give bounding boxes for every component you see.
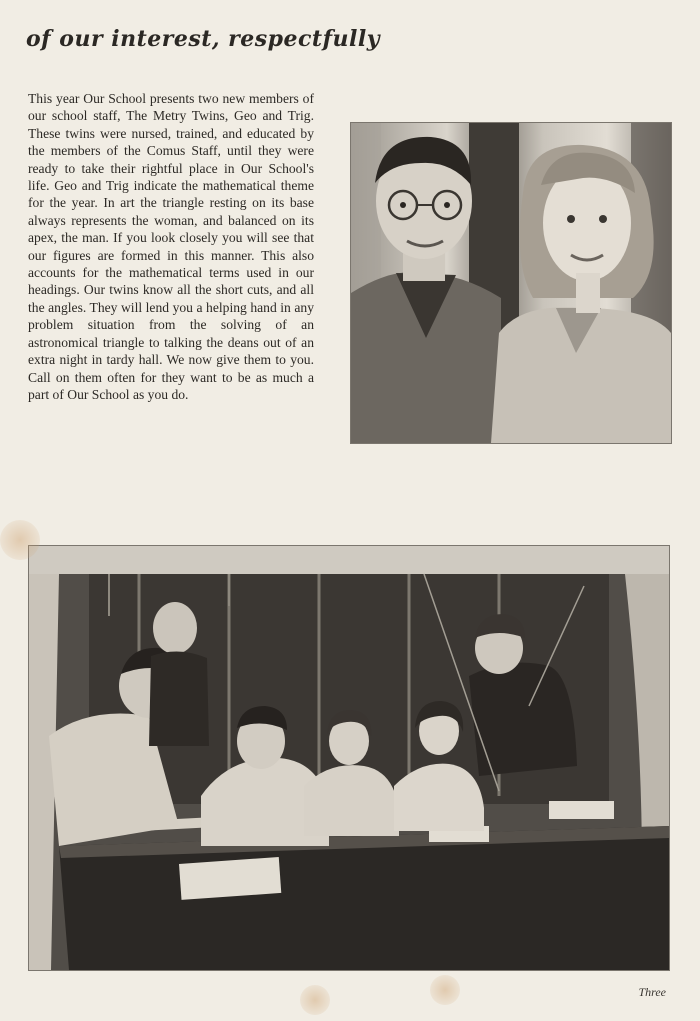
paper-stain: [430, 975, 460, 1005]
page-title: of our interest, respectfully: [26, 26, 381, 52]
twins-photo-illustration: [351, 123, 671, 443]
twins-photo: [350, 122, 672, 444]
paper-stain: [300, 985, 330, 1015]
intro-paragraph: This year Our School presents two new members of our school staff, The Metry Twins, Geo and Trig. These twins were nursed, trained, and educated by the members of the Comus Staff, until they were ready to take their rightful place in Our School's life. Geo and Trig indicate the mathematical theme for the year. In art the triangle resting on its base always represents the woman, and balanced on its apex, the man. If you look closely you will see that our figures are formed in this manner. This also accounts for the mathematical terms used in our headings. Our twins know all the short cuts, and all the angles. They will lend you a helping hand in any problem situation from the solving of an astronomical triangle to talking the deans out of an extra night in tardy hall. We now give them to you. Call on them often for they want to be as much a part of Our School as you do.: [28, 91, 314, 402]
class-photo-illustration: [29, 546, 669, 970]
page-number: Three: [638, 985, 666, 999]
class-photo: [28, 545, 670, 971]
paper-stain: [0, 520, 40, 560]
